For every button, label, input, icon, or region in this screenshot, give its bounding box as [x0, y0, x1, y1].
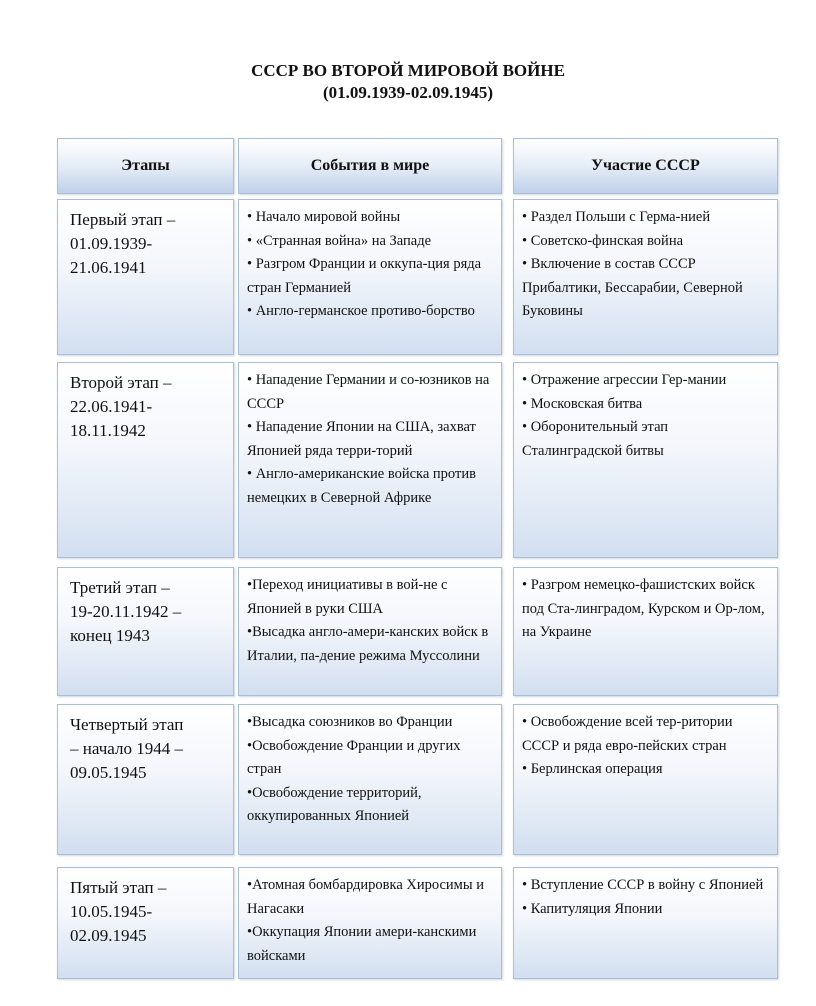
bullet-item: •Переход инициативы в вой-не с Японией в руки США — [247, 577, 448, 617]
stage-line: 19-20.11.1942 – — [70, 602, 182, 621]
stage-line: Третий этап – — [70, 578, 170, 597]
world-events-cell — [238, 704, 502, 855]
bullet-item: • Отражение агрессии Гер-мании — [522, 372, 727, 388]
ussr-participation-cell — [513, 362, 778, 558]
stage-line: Пятый этап – — [70, 878, 167, 897]
world-events-cell — [238, 362, 502, 558]
ussr-participation-cell — [513, 867, 778, 979]
stage-cell — [57, 867, 234, 979]
bullet-item: •Освобождение территорий, оккупированных Японией — [247, 784, 422, 824]
bullet-item: • Англо-германское противо-борство — [247, 303, 475, 319]
stage-cell — [57, 704, 234, 855]
stage-line: 10.05.1945- — [70, 902, 153, 921]
stage-line: 01.09.1939- — [70, 234, 153, 253]
ussr-participation-cell — [513, 199, 778, 355]
title-dates: (01.09.1939-02.09.1945) — [323, 83, 493, 102]
bullet-item: • Берлинская операция — [522, 761, 663, 777]
stage-cell — [57, 362, 234, 558]
page-title — [0, 60, 816, 104]
title-main: СССР ВО ВТОРОЙ МИРОВОЙ ВОЙНЕ — [251, 61, 565, 80]
ussr-participation-cell — [513, 567, 778, 696]
header-ussr-participation: Участие СССР — [513, 138, 778, 194]
header-stages: Этапы — [57, 138, 234, 194]
bullet-item: • Вступление СССР в войну с Японией — [522, 877, 764, 893]
stage-line: Четвертый этап — [70, 715, 184, 734]
bullet-item: • «Странная война» на Западе — [247, 232, 432, 249]
bullet-item: • Московская битва — [522, 395, 643, 412]
stage-cell — [57, 199, 234, 355]
bullet-item: •Освобождение Франции и других стран — [247, 737, 461, 777]
bullet-item: • Начало мировой войны — [247, 209, 401, 225]
world-events-cell — [238, 199, 502, 355]
stage-line: 09.05.1945 — [70, 763, 147, 782]
stage-line: конец 1943 — [70, 626, 150, 645]
ussr-participation-cell — [513, 704, 778, 855]
bullet-item: • Разгром Франции и оккупа-ция ряда стран Германией — [247, 256, 482, 296]
stage-line: 21.06.1941 — [70, 258, 147, 277]
bullet-item: •Высадка англо-амери-канских войск в Италии, па-дение режима Муссолини — [247, 624, 489, 664]
bullet-item: •Высадка союзников во Франции — [247, 714, 453, 730]
bullet-item: • Англо-американские войска против немецких в Северной Африке — [247, 466, 476, 506]
stage-line: Второй этап – — [70, 373, 172, 392]
bullet-item: • Нападение Японии на США, захват Японией ряда терри-торий — [247, 419, 476, 459]
world-events-cell — [238, 567, 502, 696]
bullet-item: •Атомная бомбардировка Хиросимы и Нагасаки — [247, 877, 484, 917]
stage-line: Первый этап – — [70, 210, 176, 229]
bullet-item: •Оккупация Японии амери-канскими войсками — [247, 924, 477, 964]
bullet-item: • Разгром немецко-фашистских войск под Ста-линградом, Курском и Ор-лом, на Украине — [522, 577, 765, 640]
stage-line: 18.11.1942 — [70, 421, 146, 440]
bullet-item: • Оборонительный этап Сталинградской битвы — [522, 419, 669, 459]
bullet-item: • Включение в состав СССР Прибалтики, Бессарабии, Северной Буковины — [522, 256, 743, 319]
bullet-item: • Советско-финская война — [522, 232, 684, 249]
bullet-item: • Раздел Польши с Герма-нией — [522, 209, 711, 225]
header-world-events: События в мире — [238, 138, 502, 194]
bullet-item: • Нападение Германии и со-юзников на СССР — [247, 372, 490, 412]
stage-line: 02.09.1945 — [70, 926, 147, 945]
bullet-item: • Освобождение всей тер-ритории СССР и ряда евро-пейских стран — [522, 714, 733, 754]
stage-line: 22.06.1941- — [70, 397, 153, 416]
world-events-cell — [238, 867, 502, 979]
bullet-item: • Капитуляция Японии — [522, 900, 663, 917]
stage-line: – начало 1944 – — [70, 739, 183, 758]
stage-cell — [57, 567, 234, 696]
